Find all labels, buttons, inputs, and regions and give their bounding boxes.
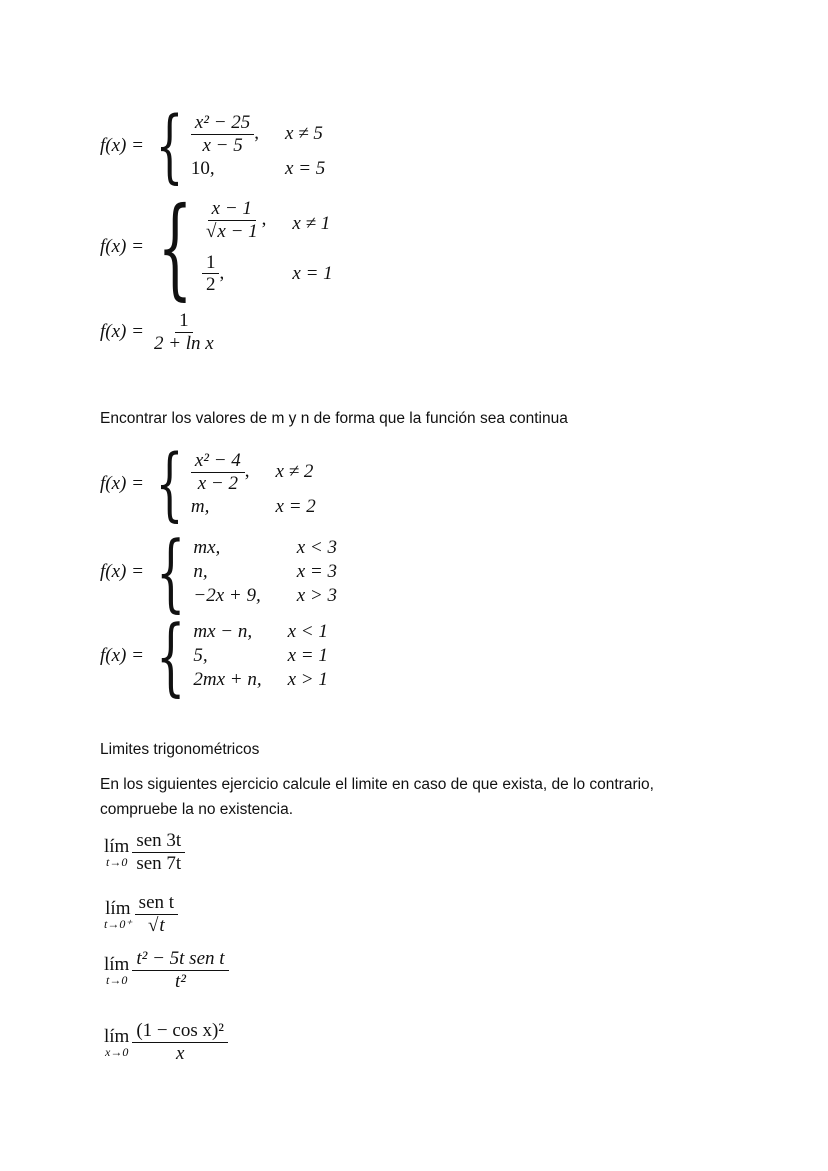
- f6-row2-cond: x = 1: [287, 645, 328, 666]
- function-f6: [100, 607, 328, 705]
- limit-1-word: lím: [104, 835, 130, 857]
- f4-brace: {: [155, 437, 184, 530]
- f3-den: 2 + ln x: [153, 332, 214, 354]
- limit-2-sqrt-radicand: t: [159, 914, 165, 936]
- limit-1-fraction: [132, 830, 185, 875]
- limit-2-num: sen t: [135, 892, 178, 915]
- f2-case1-comma: ,: [261, 208, 267, 230]
- limit-2-operator: [104, 899, 132, 930]
- limit-2-word: lím: [105, 897, 131, 919]
- f4-case2-cond: x = 2: [275, 496, 316, 518]
- f2-sqrt-sign: √: [205, 220, 217, 242]
- f4-cases: [191, 449, 316, 520]
- f4-case1-comma: ,: [244, 460, 250, 482]
- limit-3-num: t² − 5t sen t: [132, 948, 228, 971]
- function-f1: [100, 99, 326, 192]
- f4-case1-fraction: [191, 450, 245, 495]
- limit-2: [104, 892, 178, 937]
- limit-4-word: lím: [104, 1025, 130, 1047]
- limit-4-fraction: [132, 1020, 228, 1065]
- limit-1-den: sen 7t: [136, 852, 182, 874]
- trig-instruction-line2: compruebe la no existencia.: [100, 801, 294, 818]
- f1-brace: {: [155, 99, 184, 192]
- function-f4: [100, 437, 316, 530]
- f2-case2-num: 1: [202, 252, 220, 275]
- limit-4-num: (1 − cos x)²: [132, 1020, 228, 1043]
- f5-row1-expr: mx,: [193, 537, 221, 558]
- f6-brace: {: [155, 607, 186, 705]
- limit-2-sub: t→0⁺: [104, 916, 132, 931]
- f2-case1-fraction: [202, 198, 262, 243]
- f1-case1-fraction: [191, 112, 254, 157]
- f4-case1-den: x − 2: [197, 472, 238, 494]
- limit-3: [104, 948, 229, 993]
- limit-1-sub: t→0: [106, 854, 128, 869]
- f2-brace: {: [157, 183, 193, 311]
- f5-cases: [193, 536, 337, 608]
- f6-cases: [193, 620, 328, 692]
- limit-4-sub: x→0: [105, 1044, 129, 1059]
- f1-case1-comma: ,: [254, 122, 260, 144]
- trig-heading: Limites trigonométricos: [100, 741, 260, 758]
- function-f5: [100, 523, 337, 621]
- f1-cases: [191, 111, 325, 182]
- limit-1: [104, 830, 185, 875]
- limit-2-fraction: [135, 892, 178, 937]
- f6-row3-expr: 2mx + n,: [193, 669, 262, 690]
- f2-sqrt-radicand: x: [217, 220, 226, 242]
- limit-4: [104, 1020, 228, 1065]
- f6-row2-expr: 5,: [193, 645, 208, 666]
- f3-lhs: f(x) =: [100, 321, 144, 343]
- trig-instruction-line1: En los siguientes ejercicio calcule el limite en caso de que exista, de lo contrario,: [100, 776, 654, 793]
- f2-case1-cond: x ≠ 1: [292, 212, 331, 234]
- function-f2: [100, 183, 333, 311]
- limit-3-fraction: [132, 948, 228, 993]
- f5-row1-cond: x < 3: [296, 537, 337, 558]
- f4-case2-expr: m,: [190, 496, 210, 518]
- f2-case2-den: 2: [205, 274, 216, 296]
- continuity-heading: Encontrar los valores de m y n de forma que la función sea continua: [100, 410, 568, 427]
- f5-brace: {: [155, 523, 186, 621]
- limit-3-word: lím: [104, 953, 130, 975]
- f4-case1-num: x² − 4: [191, 450, 245, 473]
- f1-case1-den: x − 5: [202, 134, 243, 156]
- f6-row1-cond: x < 1: [287, 621, 328, 642]
- limit-3-den: t²: [174, 970, 186, 992]
- f2-case1-num: x − 1: [208, 198, 256, 221]
- f5-row2-cond: x = 3: [296, 561, 337, 582]
- limit-2-sqrt-sign: √: [147, 914, 159, 936]
- limit-3-operator: [104, 955, 129, 986]
- f2-case2-cond: x = 1: [292, 262, 333, 284]
- limit-1-operator: [104, 837, 129, 868]
- f6-row1-expr: mx − n,: [193, 621, 253, 642]
- limit-1-num: sen 3t: [132, 830, 185, 853]
- limit-4-den: x: [175, 1042, 185, 1064]
- f6-lhs: f(x) =: [100, 645, 144, 666]
- f5-row2-expr: n,: [193, 561, 208, 582]
- f2-cases: [202, 197, 333, 297]
- limit-4-operator: [104, 1027, 129, 1058]
- f2-lhs: f(x) =: [100, 236, 144, 257]
- f1-lhs: f(x) =: [100, 135, 144, 156]
- f2-case2-comma: ,: [219, 262, 225, 284]
- function-f3: [100, 310, 218, 355]
- f1-case2-expr: 10,: [190, 158, 215, 180]
- f1-case1-num: x² − 25: [191, 112, 254, 135]
- f1-case1-cond: x ≠ 5: [285, 123, 323, 144]
- f6-row3-cond: x > 1: [287, 669, 328, 690]
- f1-case2-cond: x = 5: [285, 158, 326, 180]
- f5-row3-cond: x > 3: [296, 585, 337, 606]
- f4-case1-cond: x ≠ 2: [275, 461, 314, 482]
- f2-case1-den-suffix: − 1: [225, 220, 258, 242]
- f3-num: 1: [175, 310, 193, 333]
- f2-case2-fraction: [202, 252, 220, 297]
- f5-lhs: f(x) =: [100, 561, 144, 582]
- limit-3-sub: t→0: [106, 972, 128, 987]
- f4-lhs: f(x) =: [100, 473, 144, 494]
- f5-row3-expr: −2x + 9,: [193, 585, 261, 606]
- f3-fraction: [150, 310, 218, 355]
